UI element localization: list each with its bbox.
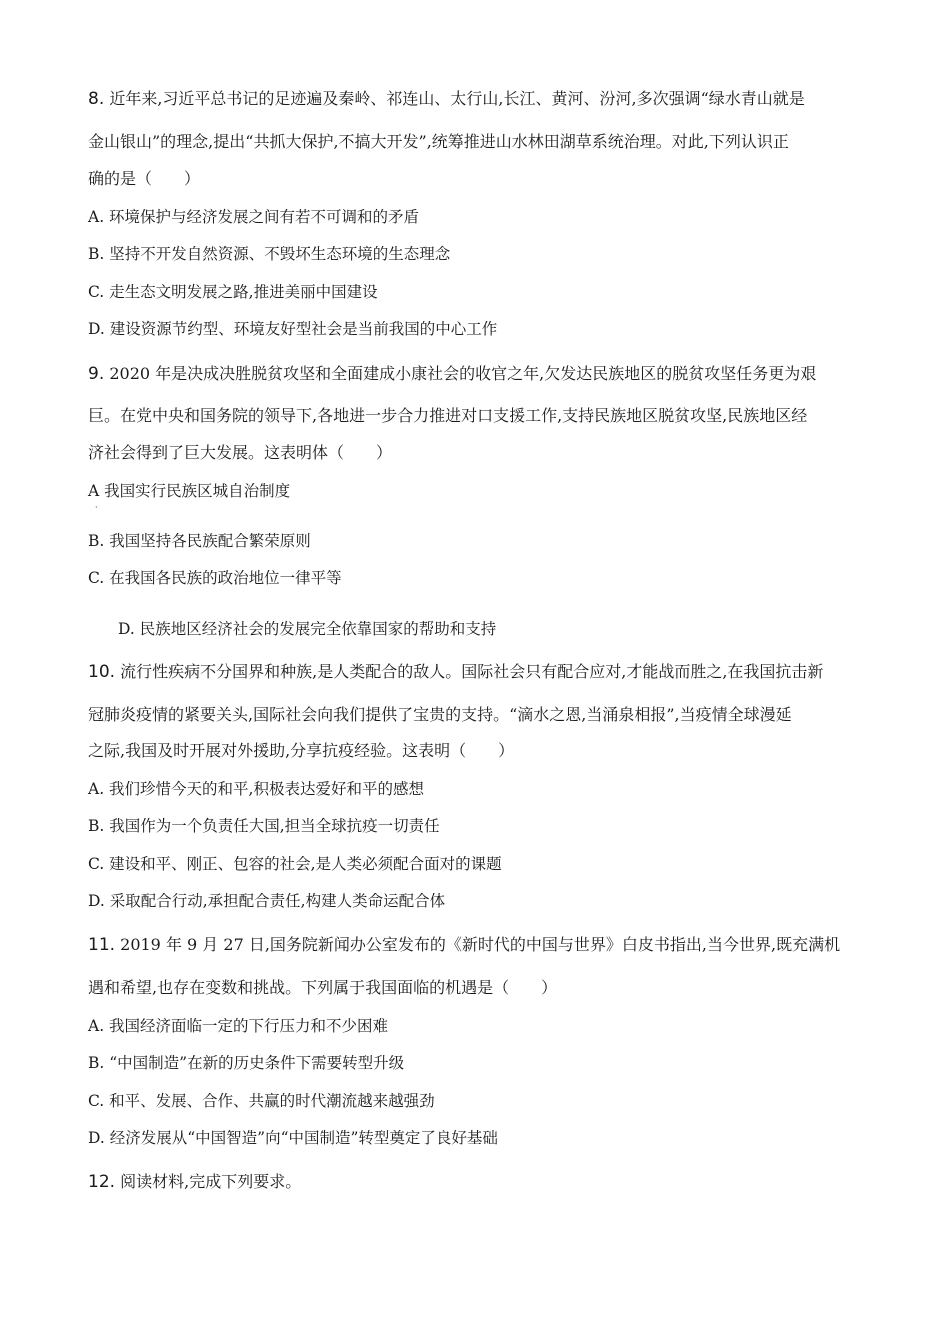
question-10-line-1: 10. 流行性疾病不分国界和种族,是人类配合的敌人。国际社会只有配合应对,才能战而胜之,在我国抗击新 xyxy=(88,662,824,682)
question-8-option-c: C. 走生态文明发展之路,推进美丽中国建设 xyxy=(88,283,378,301)
question-10-line-3: 之际,我国及时开展对外援助,分享抗疫经验。这表明（ ） xyxy=(88,741,515,760)
question-9-line-3: 济社会得到了巨大发展。这表明体（ ） xyxy=(88,443,393,462)
question-11-option-c: C. 和平、发展、合作、共赢的时代潮流越来越强劲 xyxy=(88,1092,435,1110)
question-8-option-a: A. 环境保护与经济发展之间有若不可调和的矛盾 xyxy=(88,208,420,226)
question-8-option-d: D. 建设资源节约型、环境友好型社会是当前我国的中心工作 xyxy=(88,320,498,338)
question-10-option-d: D. 采取配合行动,承担配合责任,构建人类命运配合体 xyxy=(88,892,446,910)
question-9-option-a: A 我国实行民族区城自治制度 xyxy=(88,482,291,500)
question-8-line-1: 8. 近年来,习近平总书记的足迹遍及秦岭、祁连山、太行山,长江、黄河、汾河,多次强调“绿水青山就是 xyxy=(88,89,805,109)
question-11-option-b: B. “中国制造”在新的历史条件下需要转型升级 xyxy=(88,1054,405,1072)
question-8-line-3: 确的是（ ） xyxy=(88,169,201,188)
question-11-line-1: 11. 2019 年 9 月 27 日,国务院新闻办公室发布的《新时代的中国与世界》白皮书指出,当今世界,既充满机 xyxy=(88,935,841,955)
question-8-option-b: B. 坚持不开发自然资源、不毁坏生态环境的生态理念 xyxy=(88,245,451,263)
question-11-option-d: D. 经济发展从“中国智造”向“中国制造”转型奠定了良好基础 xyxy=(88,1129,498,1147)
question-9-line-1: 9. 2020 年是决成决胜脱贫攻坚和全面建成小康社会的收官之年,欠发达民族地区的脱贫攻坚任务更为艰 xyxy=(88,364,817,384)
question-number: 8. xyxy=(88,89,105,109)
question-10-line-2: 冠肺炎疫情的紧要关头,国际社会向我们提供了宝贵的支持。“滴水之恩,当涌泉相报”,当疫情全球漫延 xyxy=(88,705,792,724)
question-10-option-b: B. 我国作为一个负责任大国,担当全球抗疫一切责任 xyxy=(88,817,440,835)
question-11-option-a: A. 我国经济面临一定的下行压力和不少困难 xyxy=(88,1017,389,1035)
question-number: 10. xyxy=(88,662,116,682)
question-9-option-b: B. 我国坚持各民族配合繁荣原则 xyxy=(88,532,311,550)
question-9-line-2: 巨。在党中央和国务院的领导下,各地进一步合力推进对口支援工作,支持民族地区脱贫攻坚,民族地区经 xyxy=(88,406,808,425)
question-9-option-c: C. 在我国各民族的政治地位一律平等 xyxy=(88,569,342,587)
question-number: 12. xyxy=(88,1172,116,1192)
question-number: 11. xyxy=(88,935,116,955)
question-10-option-a: A. 我们珍惜今天的和平,积极表达爱好和平的感想 xyxy=(88,780,424,798)
question-8-line-2: 金山银山”的理念,提出“共抓大保护,不搞大开发”,统筹推进山水林田湖草系统治理。对此,下列认识正 xyxy=(88,132,789,151)
question-9-option-d: D. 民族地区经济社会的发展完全依靠国家的帮助和支持 xyxy=(118,620,497,638)
question-11-line-2: 遇和希望,也存在变数和挑战。下列属于我国面临的机遇是（ ） xyxy=(88,978,558,997)
stray-dot: · xyxy=(95,503,98,512)
question-10-option-c: C. 建设和平、刚正、包容的社会,是人类必须配合面对的课题 xyxy=(88,855,502,873)
question-12-line-1: 12. 阅读材料,完成下列要求。 xyxy=(88,1172,302,1192)
question-number: 9. xyxy=(88,364,105,384)
